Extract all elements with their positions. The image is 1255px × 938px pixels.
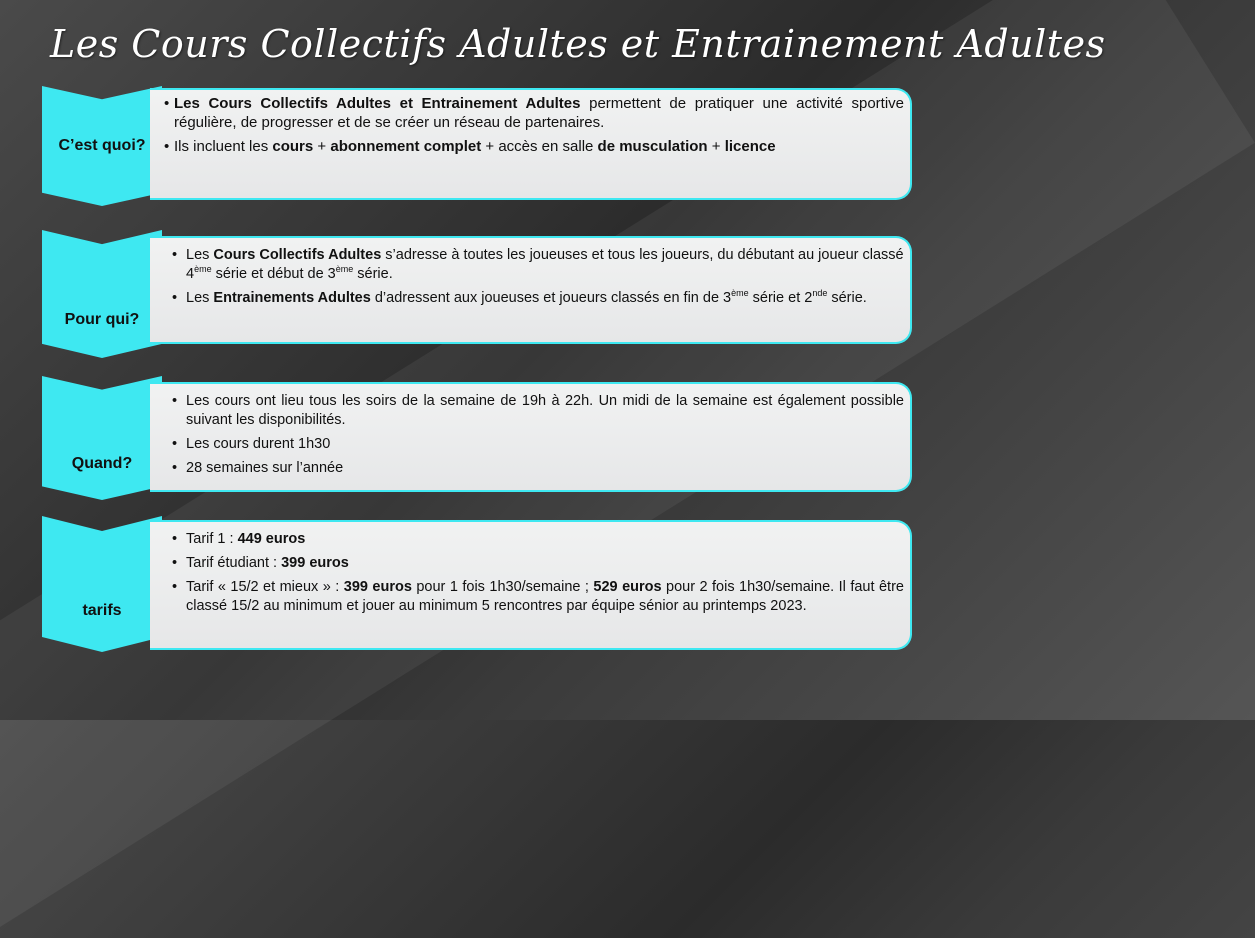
bullet-icon: • [172,531,178,547]
list-item: • Les Cours Collectifs Adultes s’adresse à toutes les joueuses et tous les joueurs, du débutant au joueur classé 4ème série et début de 3ème série. [172,247,904,282]
bullet-icon: • [172,436,178,452]
bullet-icon: • [172,247,178,263]
section-panel [150,88,912,200]
section-panel [150,520,912,650]
bullet-icon: • [172,555,178,571]
list-item: • Tarif étudiant : 399 euros [172,555,349,571]
bullet-icon: • [172,393,178,409]
list-item: • Tarif « 15/2 et mieux » : 399 euros pour 1 fois 1h30/semaine ; 529 euros pour 2 fois 1h30/semaine. Il faut être classé 15/2 au minimum et jouer au minimum 5 rencontres par équipe sénior au printemps 2023. [172,579,904,614]
list-item: • Ils incluent les cours + abonnement complet + accès en salle de musculation + licence [164,138,776,155]
list-item: • Les cours durent 1h30 [172,436,331,452]
section-label: Quand? [71,455,133,472]
list-item: • Les Cours Collectifs Adultes et Entrainement Adultes permettent de pratiquer une activité sportive régulière, de progresser et de se créer un réseau de partenaires. [164,95,904,131]
section-label: tarifs [82,602,122,619]
list-item: • 28 semaines sur l’année [172,460,344,476]
bullet-icon: • [164,95,170,112]
list-item: • Les Entrainements Adultes d’adressent aux joueuses et joueurs classés en fin de 3ème série et 2nde série. [172,288,867,306]
bullet-icon: • [172,579,178,595]
bullet-icon: • [172,460,178,476]
list-item: • Tarif 1 : 449 euros [172,531,306,547]
bullet-icon: • [164,138,170,155]
list-item: • Les cours ont lieu tous les soirs de la semaine de 19h à 22h. Un midi de la semaine est également possible suivant les disponibilités. [172,393,904,428]
section-label: C’est quoi? [58,137,146,154]
section-panel [150,382,912,492]
section-label: Pour qui? [64,311,140,328]
section-panel [150,236,912,344]
page-title: Les Cours Collectifs Adultes et Entrainement Adultes [50,22,1106,66]
bullet-icon: • [172,290,178,306]
